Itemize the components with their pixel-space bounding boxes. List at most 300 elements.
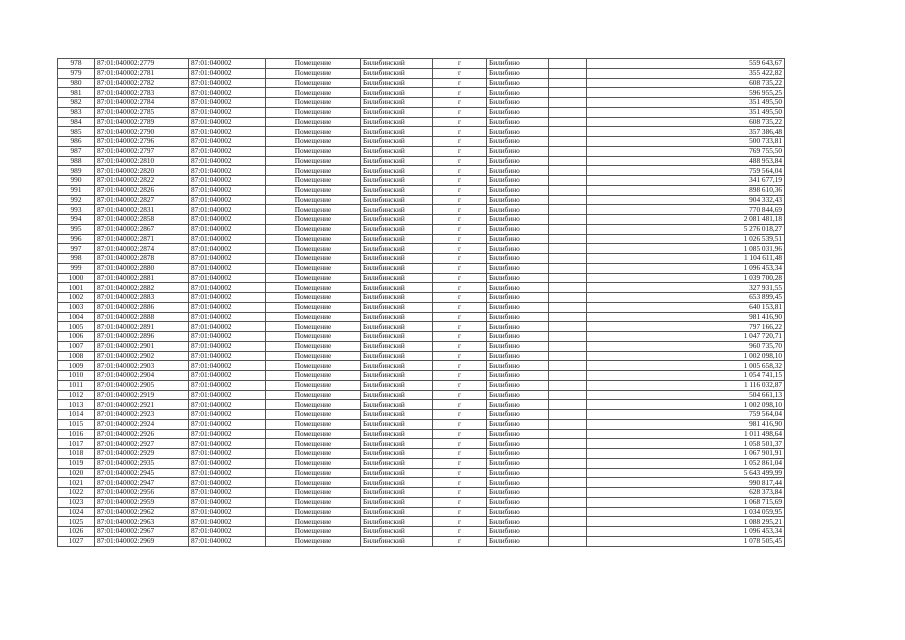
- cadastral-value-cell: 351 495,50: [587, 107, 785, 117]
- cadastral-quarter-cell: 87:01:040002: [189, 400, 266, 410]
- district-cell: Билибинский: [361, 536, 433, 546]
- locality-cell: Билибино: [487, 176, 549, 186]
- locality-type-cell: г: [433, 517, 487, 527]
- cadastral-value-cell: 504 661,13: [587, 390, 785, 400]
- cadastral-number-cell: 87:01:040002:2919: [95, 390, 189, 400]
- empty-cell: [549, 98, 587, 108]
- object-type-cell: Помещение: [266, 468, 361, 478]
- cadastral-quarter-cell: 87:01:040002: [189, 351, 266, 361]
- cadastral-quarter-cell: 87:01:040002: [189, 78, 266, 88]
- object-type-cell: Помещение: [266, 68, 361, 78]
- row-number-cell: 1007: [58, 341, 95, 351]
- cadastral-quarter-cell: 87:01:040002: [189, 332, 266, 342]
- row-number-cell: 1003: [58, 302, 95, 312]
- cadastral-value-cell: 5 276 018,27: [587, 224, 785, 234]
- empty-cell: [549, 410, 587, 420]
- cadastral-number-cell: 87:01:040002:2926: [95, 429, 189, 439]
- table-row: [58, 517, 785, 527]
- cadastral-number-cell: 87:01:040002:2871: [95, 234, 189, 244]
- district-cell: Билибинский: [361, 517, 433, 527]
- cadastral-value-cell: 1 054 741,15: [587, 371, 785, 381]
- locality-type-cell: г: [433, 293, 487, 303]
- table-row: [58, 166, 785, 176]
- table-row: [58, 390, 785, 400]
- locality-type-cell: г: [433, 117, 487, 127]
- row-number-cell: 981: [58, 88, 95, 98]
- locality-type-cell: г: [433, 302, 487, 312]
- table-row: [58, 527, 785, 537]
- row-number-cell: 1001: [58, 283, 95, 293]
- cadastral-quarter-cell: 87:01:040002: [189, 59, 266, 69]
- row-number-cell: 1023: [58, 497, 95, 507]
- table-row: [58, 59, 785, 69]
- table-row: [58, 185, 785, 195]
- empty-cell: [549, 468, 587, 478]
- cadastral-quarter-cell: 87:01:040002: [189, 137, 266, 147]
- district-cell: Билибинский: [361, 205, 433, 215]
- row-number-cell: 984: [58, 117, 95, 127]
- cadastral-number-cell: 87:01:040002:2929: [95, 449, 189, 459]
- locality-type-cell: г: [433, 351, 487, 361]
- locality-cell: Билибино: [487, 517, 549, 527]
- district-cell: Билибинский: [361, 410, 433, 420]
- table-row: [58, 341, 785, 351]
- locality-cell: Билибино: [487, 98, 549, 108]
- row-number-cell: 1012: [58, 390, 95, 400]
- empty-cell: [549, 507, 587, 517]
- cadastral-number-cell: 87:01:040002:2797: [95, 146, 189, 156]
- object-type-cell: Помещение: [266, 488, 361, 498]
- locality-type-cell: г: [433, 400, 487, 410]
- locality-type-cell: г: [433, 419, 487, 429]
- cadastral-quarter-cell: 87:01:040002: [189, 176, 266, 186]
- table-row: [58, 351, 785, 361]
- locality-type-cell: г: [433, 205, 487, 215]
- cadastral-quarter-cell: 87:01:040002: [189, 527, 266, 537]
- locality-cell: Билибино: [487, 439, 549, 449]
- cadastral-quarter-cell: 87:01:040002: [189, 244, 266, 254]
- cadastral-value-cell: 1 039 700,28: [587, 273, 785, 283]
- cadastral-quarter-cell: 87:01:040002: [189, 215, 266, 225]
- district-cell: Билибинский: [361, 371, 433, 381]
- cadastral-quarter-cell: 87:01:040002: [189, 419, 266, 429]
- district-cell: Билибинский: [361, 468, 433, 478]
- empty-cell: [549, 302, 587, 312]
- locality-cell: Билибино: [487, 263, 549, 273]
- cadastral-number-cell: 87:01:040002:2784: [95, 98, 189, 108]
- district-cell: Билибинский: [361, 107, 433, 117]
- locality-type-cell: г: [433, 341, 487, 351]
- table-row: [58, 429, 785, 439]
- cadastral-quarter-cell: 87:01:040002: [189, 185, 266, 195]
- empty-cell: [549, 107, 587, 117]
- cadastral-value-cell: 1 078 505,45: [587, 536, 785, 546]
- locality-type-cell: г: [433, 312, 487, 322]
- object-type-cell: Помещение: [266, 117, 361, 127]
- cadastral-number-cell: 87:01:040002:2822: [95, 176, 189, 186]
- cadastral-number-cell: 87:01:040002:2827: [95, 195, 189, 205]
- cadastral-value-cell: 327 931,55: [587, 283, 785, 293]
- empty-cell: [549, 390, 587, 400]
- cadastral-value-cell: 2 081 481,18: [587, 215, 785, 225]
- table-row: [58, 127, 785, 137]
- cadastral-value-cell: 1 002 098,10: [587, 400, 785, 410]
- table-row: [58, 224, 785, 234]
- row-number-cell: 997: [58, 244, 95, 254]
- row-number-cell: 988: [58, 156, 95, 166]
- table-row: [58, 439, 785, 449]
- empty-cell: [549, 380, 587, 390]
- cadastral-quarter-cell: 87:01:040002: [189, 224, 266, 234]
- district-cell: Билибинский: [361, 156, 433, 166]
- object-type-cell: Помещение: [266, 59, 361, 69]
- object-type-cell: Помещение: [266, 429, 361, 439]
- cadastral-quarter-cell: 87:01:040002: [189, 68, 266, 78]
- locality-cell: Билибино: [487, 195, 549, 205]
- cadastral-quarter-cell: 87:01:040002: [189, 195, 266, 205]
- cadastral-value-cell: 1 011 498,64: [587, 429, 785, 439]
- cadastral-quarter-cell: 87:01:040002: [189, 488, 266, 498]
- cadastral-value-cell: 1 068 715,69: [587, 497, 785, 507]
- cadastral-number-cell: 87:01:040002:2959: [95, 497, 189, 507]
- locality-type-cell: г: [433, 156, 487, 166]
- locality-type-cell: г: [433, 536, 487, 546]
- district-cell: Билибинский: [361, 146, 433, 156]
- locality-type-cell: г: [433, 254, 487, 264]
- cadastral-number-cell: 87:01:040002:2781: [95, 68, 189, 78]
- cadastral-number-cell: 87:01:040002:2831: [95, 205, 189, 215]
- cadastral-value-cell: 1 052 861,04: [587, 458, 785, 468]
- table-row: [58, 254, 785, 264]
- cadastral-quarter-cell: 87:01:040002: [189, 371, 266, 381]
- table-row: [58, 98, 785, 108]
- locality-cell: Билибино: [487, 351, 549, 361]
- row-number-cell: 1011: [58, 380, 95, 390]
- cadastral-number-cell: 87:01:040002:2782: [95, 78, 189, 88]
- district-cell: Билибинский: [361, 215, 433, 225]
- district-cell: Билибинский: [361, 234, 433, 244]
- empty-cell: [549, 127, 587, 137]
- locality-cell: Билибино: [487, 458, 549, 468]
- empty-cell: [549, 312, 587, 322]
- table-row: [58, 361, 785, 371]
- locality-cell: Билибино: [487, 205, 549, 215]
- table-row: [58, 322, 785, 332]
- cadastral-number-cell: 87:01:040002:2867: [95, 224, 189, 234]
- district-cell: Билибинский: [361, 293, 433, 303]
- district-cell: Билибинский: [361, 117, 433, 127]
- cadastral-quarter-cell: 87:01:040002: [189, 478, 266, 488]
- cadastral-number-cell: 87:01:040002:2896: [95, 332, 189, 342]
- cadastral-value-cell: 960 735,70: [587, 341, 785, 351]
- locality-cell: Билибино: [487, 410, 549, 420]
- locality-cell: Билибино: [487, 273, 549, 283]
- empty-cell: [549, 176, 587, 186]
- cadastral-number-cell: 87:01:040002:2790: [95, 127, 189, 137]
- locality-cell: Билибино: [487, 224, 549, 234]
- cadastral-number-cell: 87:01:040002:2874: [95, 244, 189, 254]
- cadastral-number-cell: 87:01:040002:2820: [95, 166, 189, 176]
- empty-cell: [549, 478, 587, 488]
- locality-type-cell: г: [433, 176, 487, 186]
- row-number-cell: 1018: [58, 449, 95, 459]
- object-type-cell: Помещение: [266, 478, 361, 488]
- empty-cell: [549, 68, 587, 78]
- cadastral-value-cell: 5 643 499,99: [587, 468, 785, 478]
- locality-cell: Билибино: [487, 127, 549, 137]
- cadastral-value-cell: 1 005 658,32: [587, 361, 785, 371]
- cadastral-number-cell: 87:01:040002:2882: [95, 283, 189, 293]
- cadastral-quarter-cell: 87:01:040002: [189, 410, 266, 420]
- cadastral-value-cell: 797 166,22: [587, 322, 785, 332]
- empty-cell: [549, 156, 587, 166]
- district-cell: Билибинский: [361, 478, 433, 488]
- object-type-cell: Помещение: [266, 146, 361, 156]
- row-number-cell: 999: [58, 263, 95, 273]
- district-cell: Билибинский: [361, 137, 433, 147]
- row-number-cell: 1010: [58, 371, 95, 381]
- empty-cell: [549, 263, 587, 273]
- cadastral-quarter-cell: 87:01:040002: [189, 507, 266, 517]
- locality-cell: Билибино: [487, 68, 549, 78]
- empty-cell: [549, 78, 587, 88]
- row-number-cell: 1008: [58, 351, 95, 361]
- object-type-cell: Помещение: [266, 254, 361, 264]
- cadastral-quarter-cell: 87:01:040002: [189, 517, 266, 527]
- object-type-cell: Помещение: [266, 371, 361, 381]
- object-type-cell: Помещение: [266, 400, 361, 410]
- locality-type-cell: г: [433, 127, 487, 137]
- locality-cell: Билибино: [487, 283, 549, 293]
- locality-cell: Билибино: [487, 536, 549, 546]
- locality-cell: Билибино: [487, 166, 549, 176]
- empty-cell: [549, 273, 587, 283]
- locality-type-cell: г: [433, 478, 487, 488]
- cadastral-number-cell: 87:01:040002:2969: [95, 536, 189, 546]
- row-number-cell: 1021: [58, 478, 95, 488]
- cadastral-number-cell: 87:01:040002:2924: [95, 419, 189, 429]
- cadastral-value-cell: 341 677,19: [587, 176, 785, 186]
- locality-type-cell: г: [433, 468, 487, 478]
- cadastral-number-cell: 87:01:040002:2796: [95, 137, 189, 147]
- locality-type-cell: г: [433, 78, 487, 88]
- object-type-cell: Помещение: [266, 322, 361, 332]
- cadastral-value-cell: 898 610,36: [587, 185, 785, 195]
- district-cell: Билибинский: [361, 390, 433, 400]
- locality-cell: Билибино: [487, 341, 549, 351]
- object-type-cell: Помещение: [266, 224, 361, 234]
- cadastral-value-cell: 1 085 031,96: [587, 244, 785, 254]
- empty-cell: [549, 429, 587, 439]
- cadastral-number-cell: 87:01:040002:2810: [95, 156, 189, 166]
- object-type-cell: Помещение: [266, 380, 361, 390]
- district-cell: Билибинский: [361, 439, 433, 449]
- locality-type-cell: г: [433, 527, 487, 537]
- locality-cell: Билибино: [487, 478, 549, 488]
- locality-cell: Билибино: [487, 390, 549, 400]
- table-row: [58, 449, 785, 459]
- district-cell: Билибинский: [361, 263, 433, 273]
- row-number-cell: 1022: [58, 488, 95, 498]
- locality-type-cell: г: [433, 332, 487, 342]
- empty-cell: [549, 166, 587, 176]
- row-number-cell: 983: [58, 107, 95, 117]
- cadastral-quarter-cell: 87:01:040002: [189, 302, 266, 312]
- object-type-cell: Помещение: [266, 527, 361, 537]
- empty-cell: [549, 88, 587, 98]
- row-number-cell: 1013: [58, 400, 95, 410]
- locality-type-cell: г: [433, 449, 487, 459]
- cadastral-quarter-cell: 87:01:040002: [189, 322, 266, 332]
- locality-cell: Билибино: [487, 400, 549, 410]
- cadastral-number-cell: 87:01:040002:2878: [95, 254, 189, 264]
- cadastral-number-cell: 87:01:040002:2967: [95, 527, 189, 537]
- object-type-cell: Помещение: [266, 166, 361, 176]
- district-cell: Билибинский: [361, 273, 433, 283]
- row-number-cell: 993: [58, 205, 95, 215]
- cadastral-number-cell: 87:01:040002:2947: [95, 478, 189, 488]
- table-row: [58, 536, 785, 546]
- object-type-cell: Помещение: [266, 283, 361, 293]
- district-cell: Билибинский: [361, 400, 433, 410]
- table-row: [58, 468, 785, 478]
- object-type-cell: Помещение: [266, 312, 361, 322]
- row-number-cell: 989: [58, 166, 95, 176]
- cadastral-quarter-cell: 87:01:040002: [189, 273, 266, 283]
- locality-type-cell: г: [433, 283, 487, 293]
- cadastral-value-cell: 1 058 501,37: [587, 439, 785, 449]
- empty-cell: [549, 254, 587, 264]
- row-number-cell: 994: [58, 215, 95, 225]
- table-row: [58, 137, 785, 147]
- cadastral-value-cell: 608 735,22: [587, 78, 785, 88]
- cadastral-value-cell: 640 153,81: [587, 302, 785, 312]
- locality-cell: Билибино: [487, 449, 549, 459]
- cadastral-number-cell: 87:01:040002:2963: [95, 517, 189, 527]
- row-number-cell: 1004: [58, 312, 95, 322]
- empty-cell: [549, 293, 587, 303]
- empty-cell: [549, 517, 587, 527]
- locality-cell: Билибино: [487, 117, 549, 127]
- locality-cell: Билибино: [487, 254, 549, 264]
- object-type-cell: Помещение: [266, 156, 361, 166]
- object-type-cell: Помещение: [266, 107, 361, 117]
- locality-cell: Билибино: [487, 419, 549, 429]
- cadastral-number-cell: 87:01:040002:2902: [95, 351, 189, 361]
- district-cell: Билибинский: [361, 98, 433, 108]
- cadastral-value-cell: 596 955,25: [587, 88, 785, 98]
- cadastral-quarter-cell: 87:01:040002: [189, 156, 266, 166]
- table-row: [58, 419, 785, 429]
- empty-cell: [549, 527, 587, 537]
- cadastral-quarter-cell: 87:01:040002: [189, 263, 266, 273]
- district-cell: Билибинский: [361, 527, 433, 537]
- cadastral-quarter-cell: 87:01:040002: [189, 107, 266, 117]
- locality-cell: Билибино: [487, 88, 549, 98]
- empty-cell: [549, 185, 587, 195]
- cadastral-value-cell: 769 755,50: [587, 146, 785, 156]
- object-type-cell: Помещение: [266, 497, 361, 507]
- district-cell: Билибинский: [361, 341, 433, 351]
- row-number-cell: 992: [58, 195, 95, 205]
- object-type-cell: Помещение: [266, 390, 361, 400]
- object-type-cell: Помещение: [266, 273, 361, 283]
- object-type-cell: Помещение: [266, 351, 361, 361]
- locality-cell: Билибино: [487, 488, 549, 498]
- district-cell: Билибинский: [361, 497, 433, 507]
- cadastral-value-cell: 355 422,82: [587, 68, 785, 78]
- table-row: [58, 146, 785, 156]
- cadastral-value-cell: 1 096 453,34: [587, 527, 785, 537]
- cadastral-quarter-cell: 87:01:040002: [189, 98, 266, 108]
- locality-type-cell: г: [433, 273, 487, 283]
- cadastral-value-cell: 981 416,90: [587, 419, 785, 429]
- object-type-cell: Помещение: [266, 244, 361, 254]
- cadastral-number-cell: 87:01:040002:2945: [95, 468, 189, 478]
- empty-cell: [549, 439, 587, 449]
- cadastral-value-cell: 488 953,84: [587, 156, 785, 166]
- table-row: [58, 293, 785, 303]
- table-row: [58, 117, 785, 127]
- empty-cell: [549, 244, 587, 254]
- row-number-cell: 1009: [58, 361, 95, 371]
- locality-type-cell: г: [433, 215, 487, 225]
- row-number-cell: 1025: [58, 517, 95, 527]
- district-cell: Билибинский: [361, 254, 433, 264]
- empty-cell: [549, 322, 587, 332]
- locality-cell: Билибино: [487, 429, 549, 439]
- object-type-cell: Помещение: [266, 361, 361, 371]
- row-number-cell: 995: [58, 224, 95, 234]
- row-number-cell: 1017: [58, 439, 95, 449]
- locality-cell: Билибино: [487, 185, 549, 195]
- cadastral-value-cell: 1 096 453,34: [587, 263, 785, 273]
- locality-type-cell: г: [433, 488, 487, 498]
- locality-cell: Билибино: [487, 302, 549, 312]
- cadastral-value-cell: 1 116 032,87: [587, 380, 785, 390]
- table-row: [58, 400, 785, 410]
- cadastral-number-cell: 87:01:040002:2923: [95, 410, 189, 420]
- cadastral-quarter-cell: 87:01:040002: [189, 429, 266, 439]
- row-number-cell: 1027: [58, 536, 95, 546]
- cadastral-quarter-cell: 87:01:040002: [189, 166, 266, 176]
- empty-cell: [549, 419, 587, 429]
- cadastral-value-cell: 500 733,81: [587, 137, 785, 147]
- empty-cell: [549, 458, 587, 468]
- row-number-cell: 1005: [58, 322, 95, 332]
- empty-cell: [549, 234, 587, 244]
- object-type-cell: Помещение: [266, 293, 361, 303]
- empty-cell: [549, 195, 587, 205]
- object-type-cell: Помещение: [266, 88, 361, 98]
- object-type-cell: Помещение: [266, 302, 361, 312]
- cadastral-number-cell: 87:01:040002:2935: [95, 458, 189, 468]
- cadastral-quarter-cell: 87:01:040002: [189, 283, 266, 293]
- locality-cell: Билибино: [487, 215, 549, 225]
- table-row: [58, 488, 785, 498]
- cadastral-quarter-cell: 87:01:040002: [189, 380, 266, 390]
- empty-cell: [549, 488, 587, 498]
- cadastral-quarter-cell: 87:01:040002: [189, 146, 266, 156]
- object-type-cell: Помещение: [266, 458, 361, 468]
- cadastral-quarter-cell: 87:01:040002: [189, 449, 266, 459]
- row-number-cell: 980: [58, 78, 95, 88]
- cadastral-value-cell: 653 899,45: [587, 293, 785, 303]
- locality-type-cell: г: [433, 68, 487, 78]
- object-type-cell: Помещение: [266, 176, 361, 186]
- cadastral-quarter-cell: 87:01:040002: [189, 497, 266, 507]
- object-type-cell: Помещение: [266, 78, 361, 88]
